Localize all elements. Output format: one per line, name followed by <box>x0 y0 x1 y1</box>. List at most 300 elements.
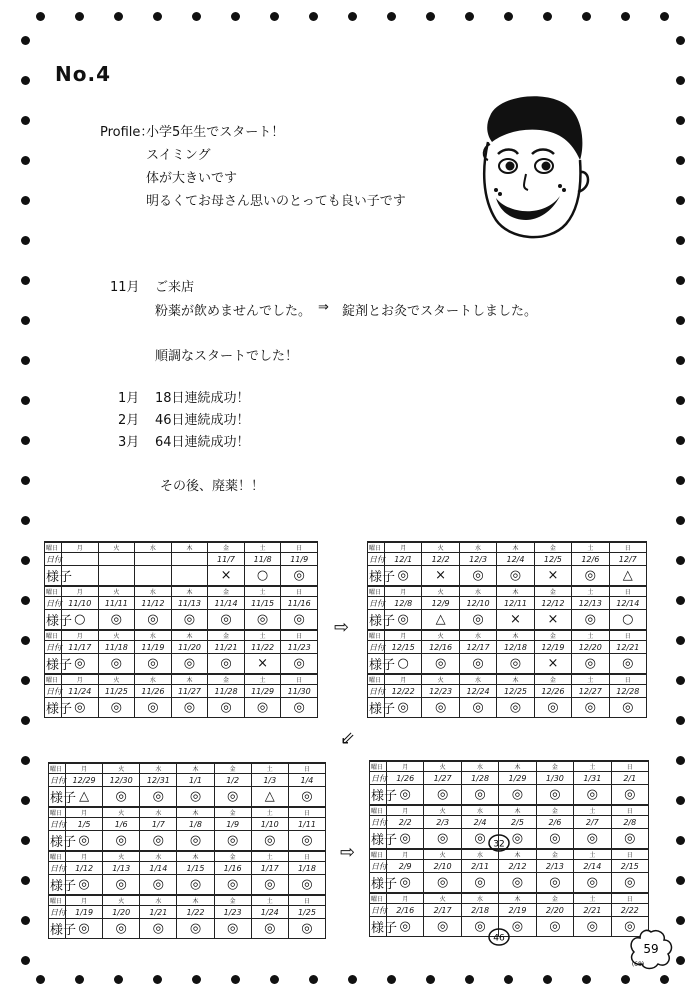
weekday-cell: 日 <box>611 849 648 860</box>
date-cell: 12/22 <box>385 685 422 698</box>
weekday-row-label: 曜日 <box>49 807 66 818</box>
date-cell: 1/2 <box>214 774 251 787</box>
date-cell: 11/9 <box>281 553 318 566</box>
state-row-label: 様子 <box>45 698 62 718</box>
state-mark: × <box>422 566 459 587</box>
date-cell <box>171 553 208 566</box>
state-row <box>49 919 326 939</box>
state-mark: ◎ <box>62 698 99 718</box>
date-cell: 12/12 <box>534 597 571 610</box>
weekday-cell: 火 <box>103 895 140 906</box>
state-row-label: 様子 <box>368 610 385 631</box>
page-number-flower <box>628 928 674 968</box>
border-dot <box>21 596 30 605</box>
border-dot <box>21 556 30 565</box>
weekday-cell: 金 <box>534 586 571 597</box>
state-mark: × <box>534 654 571 675</box>
date-cell: 12/15 <box>385 641 422 654</box>
weekday-cell: 日 <box>609 630 646 641</box>
border-dot <box>114 975 123 984</box>
date-cell: 12/11 <box>497 597 534 610</box>
state-row <box>368 698 647 718</box>
circled-count-46 <box>488 928 510 946</box>
border-dot <box>231 975 240 984</box>
border-dot <box>676 596 685 605</box>
profile-line-1: 小学5年生でスタート！ <box>146 125 285 140</box>
profile-line-4: 明るくてお母さん思いのとっても良い子です <box>146 194 406 209</box>
date-cell: 12/3 <box>459 553 496 566</box>
state-mark: ◎ <box>497 654 534 675</box>
state-mark: ◎ <box>103 787 140 808</box>
weekday-row <box>49 851 326 862</box>
date-cell: 11/22 <box>244 641 281 654</box>
state-row-label: 様子 <box>49 831 66 852</box>
history-nov-line2a: 粉薬が飲めませんでした。 <box>155 304 312 319</box>
state-row <box>45 566 318 587</box>
state-mark: ◎ <box>461 917 498 937</box>
date-cell: 1/19 <box>66 906 103 919</box>
weekday-cell: 木 <box>171 586 208 597</box>
border-dot <box>387 975 396 984</box>
date-cell: 12/6 <box>572 553 609 566</box>
border-dot <box>676 796 685 805</box>
weekday-cell: 金 <box>214 807 251 818</box>
state-row-label: 様子 <box>45 610 62 631</box>
border-dot <box>543 975 552 984</box>
date-row <box>45 597 318 610</box>
state-mark: ◎ <box>140 875 177 896</box>
date-cell: 12/4 <box>497 553 534 566</box>
state-mark: ◎ <box>459 610 496 631</box>
date-cell: 1/31 <box>574 772 611 785</box>
border-dot <box>114 12 123 21</box>
state-mark: ◎ <box>103 831 140 852</box>
weekday-cell: 水 <box>135 542 172 553</box>
state-row-label: 様子 <box>370 785 387 806</box>
weekday-row <box>49 807 326 818</box>
border-dot <box>676 396 685 405</box>
border-dot <box>676 876 685 885</box>
border-dot <box>465 975 474 984</box>
date-cell: 12/18 <box>497 641 534 654</box>
weekday-cell: 火 <box>98 674 135 685</box>
weekday-cell: 月 <box>62 674 99 685</box>
weekday-cell: 水 <box>135 586 172 597</box>
state-row <box>370 785 649 806</box>
weekday-cell: 火 <box>103 851 140 862</box>
weekday-cell: 金 <box>208 542 245 553</box>
weekday-cell: 水 <box>140 851 177 862</box>
weekday-cell: 火 <box>98 630 135 641</box>
state-mark: △ <box>422 610 459 631</box>
state-mark: ○ <box>244 566 281 587</box>
weekday-cell: 木 <box>177 763 214 774</box>
border-dot <box>21 356 30 365</box>
state-mark: ◎ <box>66 875 103 896</box>
date-cell: 1/10 <box>251 818 288 831</box>
state-mark: ◎ <box>103 875 140 896</box>
date-row <box>368 553 647 566</box>
calendar-november <box>44 541 318 718</box>
date-cell: 2/7 <box>574 816 611 829</box>
state-mark: ◎ <box>66 831 103 852</box>
date-cell: 1/23 <box>214 906 251 919</box>
state-row-label: 様子 <box>370 917 387 937</box>
weekday-cell: 月 <box>387 893 424 904</box>
date-cell: 1/30 <box>536 772 573 785</box>
weekday-cell: 月 <box>62 586 99 597</box>
state-mark: ◎ <box>387 829 424 850</box>
date-cell: 1/6 <box>103 818 140 831</box>
weekday-row-label: 曜日 <box>368 586 385 597</box>
weekday-cell: 火 <box>424 849 461 860</box>
border-dot <box>676 636 685 645</box>
state-mark: × <box>534 566 571 587</box>
border-dot <box>676 316 685 325</box>
weekday-cell: 金 <box>536 761 573 772</box>
state-mark: ◎ <box>281 654 318 675</box>
border-dot <box>21 836 30 845</box>
state-row-label: 様子 <box>49 919 66 939</box>
weekday-cell: 金 <box>534 674 571 685</box>
weekday-cell: 日 <box>609 586 646 597</box>
weekday-cell: 金 <box>208 674 245 685</box>
border-dot <box>75 975 84 984</box>
weekday-cell: 日 <box>288 807 325 818</box>
history-jan-month: 1月 <box>118 391 140 406</box>
date-cell: 11/13 <box>171 597 208 610</box>
weekday-cell: 火 <box>422 630 459 641</box>
date-cell: 11/24 <box>62 685 99 698</box>
state-mark: ◎ <box>424 917 461 937</box>
border-dot <box>504 12 513 21</box>
border-dot <box>21 156 30 165</box>
date-row-label: 日付 <box>50 907 66 917</box>
state-mark: ◎ <box>536 873 573 894</box>
weekday-cell: 火 <box>98 542 135 553</box>
date-cell: 11/12 <box>135 597 172 610</box>
state-mark: ◎ <box>177 875 214 896</box>
date-cell: 2/4 <box>461 816 498 829</box>
state-mark: △ <box>251 787 288 808</box>
weekday-cell: 火 <box>424 761 461 772</box>
weekday-cell: 日 <box>288 851 325 862</box>
date-row-label: 日付 <box>371 817 387 827</box>
state-mark: ◎ <box>574 917 611 937</box>
date-cell: 1/7 <box>140 818 177 831</box>
date-row-label: 日付 <box>369 598 385 608</box>
weekday-cell: 土 <box>251 851 288 862</box>
date-cell: 1/3 <box>251 774 288 787</box>
weekday-row <box>45 586 318 597</box>
state-mark: ◎ <box>288 831 325 852</box>
profile-line-3: 体が大きいです <box>146 171 238 186</box>
date-cell: 11/30 <box>281 685 318 698</box>
weekday-cell: 水 <box>140 763 177 774</box>
border-dot <box>21 676 30 685</box>
weekday-row <box>49 763 326 774</box>
date-cell: 2/13 <box>536 860 573 873</box>
state-mark: ○ <box>385 654 422 675</box>
state-mark: ◎ <box>424 785 461 806</box>
date-row <box>45 553 318 566</box>
weekday-row <box>370 805 649 816</box>
weekday-cell: 土 <box>244 630 281 641</box>
state-mark: ◎ <box>214 875 251 896</box>
state-mark: ◎ <box>609 698 646 718</box>
date-cell: 11/18 <box>98 641 135 654</box>
profile-line-2: スイミング <box>146 148 211 163</box>
weekday-cell: 月 <box>66 895 103 906</box>
border-dot <box>676 476 685 485</box>
state-mark: ◎ <box>171 698 208 718</box>
date-cell: 2/21 <box>574 904 611 917</box>
date-cell: 2/19 <box>499 904 536 917</box>
date-row <box>370 772 649 785</box>
calendar-december <box>367 541 647 718</box>
weekday-row-label: 曜日 <box>49 851 66 862</box>
state-row <box>368 654 647 675</box>
date-cell: 12/1 <box>385 553 422 566</box>
weekday-cell: 木 <box>171 674 208 685</box>
weekday-cell: 月 <box>66 851 103 862</box>
weekday-cell: 火 <box>103 807 140 818</box>
weekday-cell: 土 <box>251 807 288 818</box>
date-cell: 1/22 <box>177 906 214 919</box>
border-dot <box>387 12 396 21</box>
border-dot <box>21 316 30 325</box>
weekday-cell: 土 <box>574 849 611 860</box>
weekday-cell: 月 <box>385 586 422 597</box>
border-dot <box>153 12 162 21</box>
state-row <box>49 787 326 808</box>
weekday-cell: 木 <box>499 805 536 816</box>
weekday-cell: 日 <box>609 674 646 685</box>
date-cell: 1/13 <box>103 862 140 875</box>
border-dot <box>21 716 30 725</box>
date-cell: 11/14 <box>208 597 245 610</box>
date-cell: 2/14 <box>574 860 611 873</box>
date-cell: 12/17 <box>459 641 496 654</box>
weekday-cell: 日 <box>611 893 648 904</box>
date-row-label: 日付 <box>46 598 62 608</box>
state-mark: ◎ <box>214 919 251 939</box>
date-cell: 1/20 <box>103 906 140 919</box>
date-cell: 2/2 <box>387 816 424 829</box>
history-after: その後、廃薬！！ <box>160 479 265 494</box>
weekday-cell: 木 <box>497 630 534 641</box>
state-mark: ◎ <box>385 566 422 587</box>
state-row <box>45 698 318 718</box>
date-cell: 12/30 <box>103 774 140 787</box>
border-dot <box>21 276 30 285</box>
border-dot <box>426 12 435 21</box>
date-cell: 2/8 <box>611 816 648 829</box>
state-mark: ◎ <box>288 919 325 939</box>
weekday-row <box>370 893 649 904</box>
state-mark: ◎ <box>385 698 422 718</box>
weekday-cell: 日 <box>281 630 318 641</box>
weekday-cell: 土 <box>244 542 281 553</box>
state-mark: ◎ <box>536 785 573 806</box>
weekday-cell: 金 <box>534 630 571 641</box>
date-row-label: 日付 <box>50 819 66 829</box>
state-mark: ◎ <box>536 829 573 850</box>
weekday-cell: 土 <box>574 761 611 772</box>
date-row-label: 日付 <box>50 775 66 785</box>
state-row-label: 様子 <box>368 566 385 587</box>
border-dot <box>21 396 30 405</box>
date-cell <box>62 553 99 566</box>
border-dot <box>21 636 30 645</box>
state-mark: ◎ <box>177 919 214 939</box>
date-cell: 12/23 <box>422 685 459 698</box>
weekday-cell: 日 <box>281 586 318 597</box>
state-mark: ◎ <box>461 873 498 894</box>
border-dot <box>192 12 201 21</box>
weekday-row <box>370 761 649 772</box>
state-mark: ◎ <box>140 787 177 808</box>
weekday-cell: 水 <box>135 630 172 641</box>
date-row <box>49 906 326 919</box>
border-dot <box>676 276 685 285</box>
date-cell: 1/8 <box>177 818 214 831</box>
page-title: No.4 <box>55 62 111 86</box>
date-cell: 2/17 <box>424 904 461 917</box>
date-row-label: 日付 <box>371 905 387 915</box>
date-cell: 1/25 <box>288 906 325 919</box>
border-dot <box>676 156 685 165</box>
state-row <box>45 654 318 675</box>
date-row-label: 日付 <box>46 686 62 696</box>
state-mark: × <box>244 654 281 675</box>
date-cell: 11/21 <box>208 641 245 654</box>
weekday-row-label: 曜日 <box>368 630 385 641</box>
date-cell: 11/11 <box>98 597 135 610</box>
date-cell: 1/27 <box>424 772 461 785</box>
border-dot <box>21 516 30 525</box>
date-cell: 11/29 <box>244 685 281 698</box>
weekday-cell: 日 <box>288 895 325 906</box>
date-cell: 1/11 <box>288 818 325 831</box>
border-dot <box>270 12 279 21</box>
state-mark: ◎ <box>66 919 103 939</box>
date-cell: 12/5 <box>534 553 571 566</box>
weekday-cell: 月 <box>62 542 99 553</box>
border-dot <box>426 975 435 984</box>
date-cell: 2/12 <box>499 860 536 873</box>
state-mark: ◎ <box>288 787 325 808</box>
weekday-row-label: 曜日 <box>370 761 387 772</box>
state-mark: ◎ <box>208 698 245 718</box>
date-cell: 12/19 <box>534 641 571 654</box>
date-cell: 11/19 <box>135 641 172 654</box>
date-cell: 12/7 <box>609 553 646 566</box>
date-cell: 12/20 <box>572 641 609 654</box>
state-mark: ◎ <box>574 873 611 894</box>
history-jan-text: 18日連続成功！ <box>155 391 250 406</box>
state-mark: ◎ <box>251 919 288 939</box>
date-cell: 11/10 <box>62 597 99 610</box>
state-row <box>45 610 318 631</box>
state-mark: × <box>208 566 245 587</box>
state-mark: ◎ <box>497 566 534 587</box>
weekday-cell: 木 <box>497 586 534 597</box>
state-row-label: 様子 <box>368 654 385 675</box>
weekday-row-label: 曜日 <box>370 893 387 904</box>
state-row <box>368 610 647 631</box>
state-row <box>368 566 647 587</box>
border-dot <box>543 12 552 21</box>
state-mark: ◎ <box>387 785 424 806</box>
state-mark: ◎ <box>459 566 496 587</box>
state-mark: ◎ <box>459 654 496 675</box>
date-row <box>45 641 318 654</box>
weekday-cell: 水 <box>459 630 496 641</box>
weekday-cell: 金 <box>214 851 251 862</box>
date-cell: 2/6 <box>536 816 573 829</box>
state-mark: △ <box>609 566 646 587</box>
border-dot <box>21 36 30 45</box>
history-mar-month: 3月 <box>118 435 140 450</box>
state-mark: ◎ <box>611 785 648 806</box>
state-row <box>370 873 649 894</box>
state-mark: ○ <box>62 610 99 631</box>
circled-count-32 <box>488 834 510 852</box>
date-cell: 11/17 <box>62 641 99 654</box>
date-cell: 2/15 <box>611 860 648 873</box>
border-dot <box>21 196 30 205</box>
weekday-row <box>368 542 647 553</box>
weekday-cell: 日 <box>281 542 318 553</box>
date-cell: 2/5 <box>499 816 536 829</box>
weekday-row <box>45 630 318 641</box>
state-mark: ◎ <box>288 875 325 896</box>
weekday-cell: 金 <box>208 630 245 641</box>
weekday-cell: 木 <box>497 542 534 553</box>
date-cell <box>98 553 135 566</box>
state-row-label: 様子 <box>49 787 66 808</box>
state-mark: ◎ <box>424 873 461 894</box>
date-cell: 12/26 <box>534 685 571 698</box>
state-mark: ◎ <box>424 829 461 850</box>
weekday-row-label: 曜日 <box>370 849 387 860</box>
date-cell: 12/29 <box>66 774 103 787</box>
border-dot <box>676 356 685 365</box>
date-cell: 2/9 <box>387 860 424 873</box>
weekday-cell: 木 <box>499 849 536 860</box>
border-dot <box>75 12 84 21</box>
weekday-row <box>45 542 318 553</box>
weekday-cell: 水 <box>459 542 496 553</box>
weekday-cell: 月 <box>387 805 424 816</box>
weekday-cell: 日 <box>611 805 648 816</box>
weekday-cell: 木 <box>171 542 208 553</box>
weekday-cell: 金 <box>536 893 573 904</box>
date-cell: 12/2 <box>422 553 459 566</box>
border-dot <box>621 975 630 984</box>
weekday-cell: 火 <box>98 586 135 597</box>
state-mark: ◎ <box>499 785 536 806</box>
weekday-cell: 木 <box>177 807 214 818</box>
date-row <box>368 685 647 698</box>
state-mark: ◎ <box>572 610 609 631</box>
state-mark: ◎ <box>98 610 135 631</box>
weekday-cell: 月 <box>385 674 422 685</box>
weekday-cell: 木 <box>177 851 214 862</box>
state-mark: ◎ <box>499 873 536 894</box>
arrow-right-1: ⇨ <box>334 617 350 638</box>
